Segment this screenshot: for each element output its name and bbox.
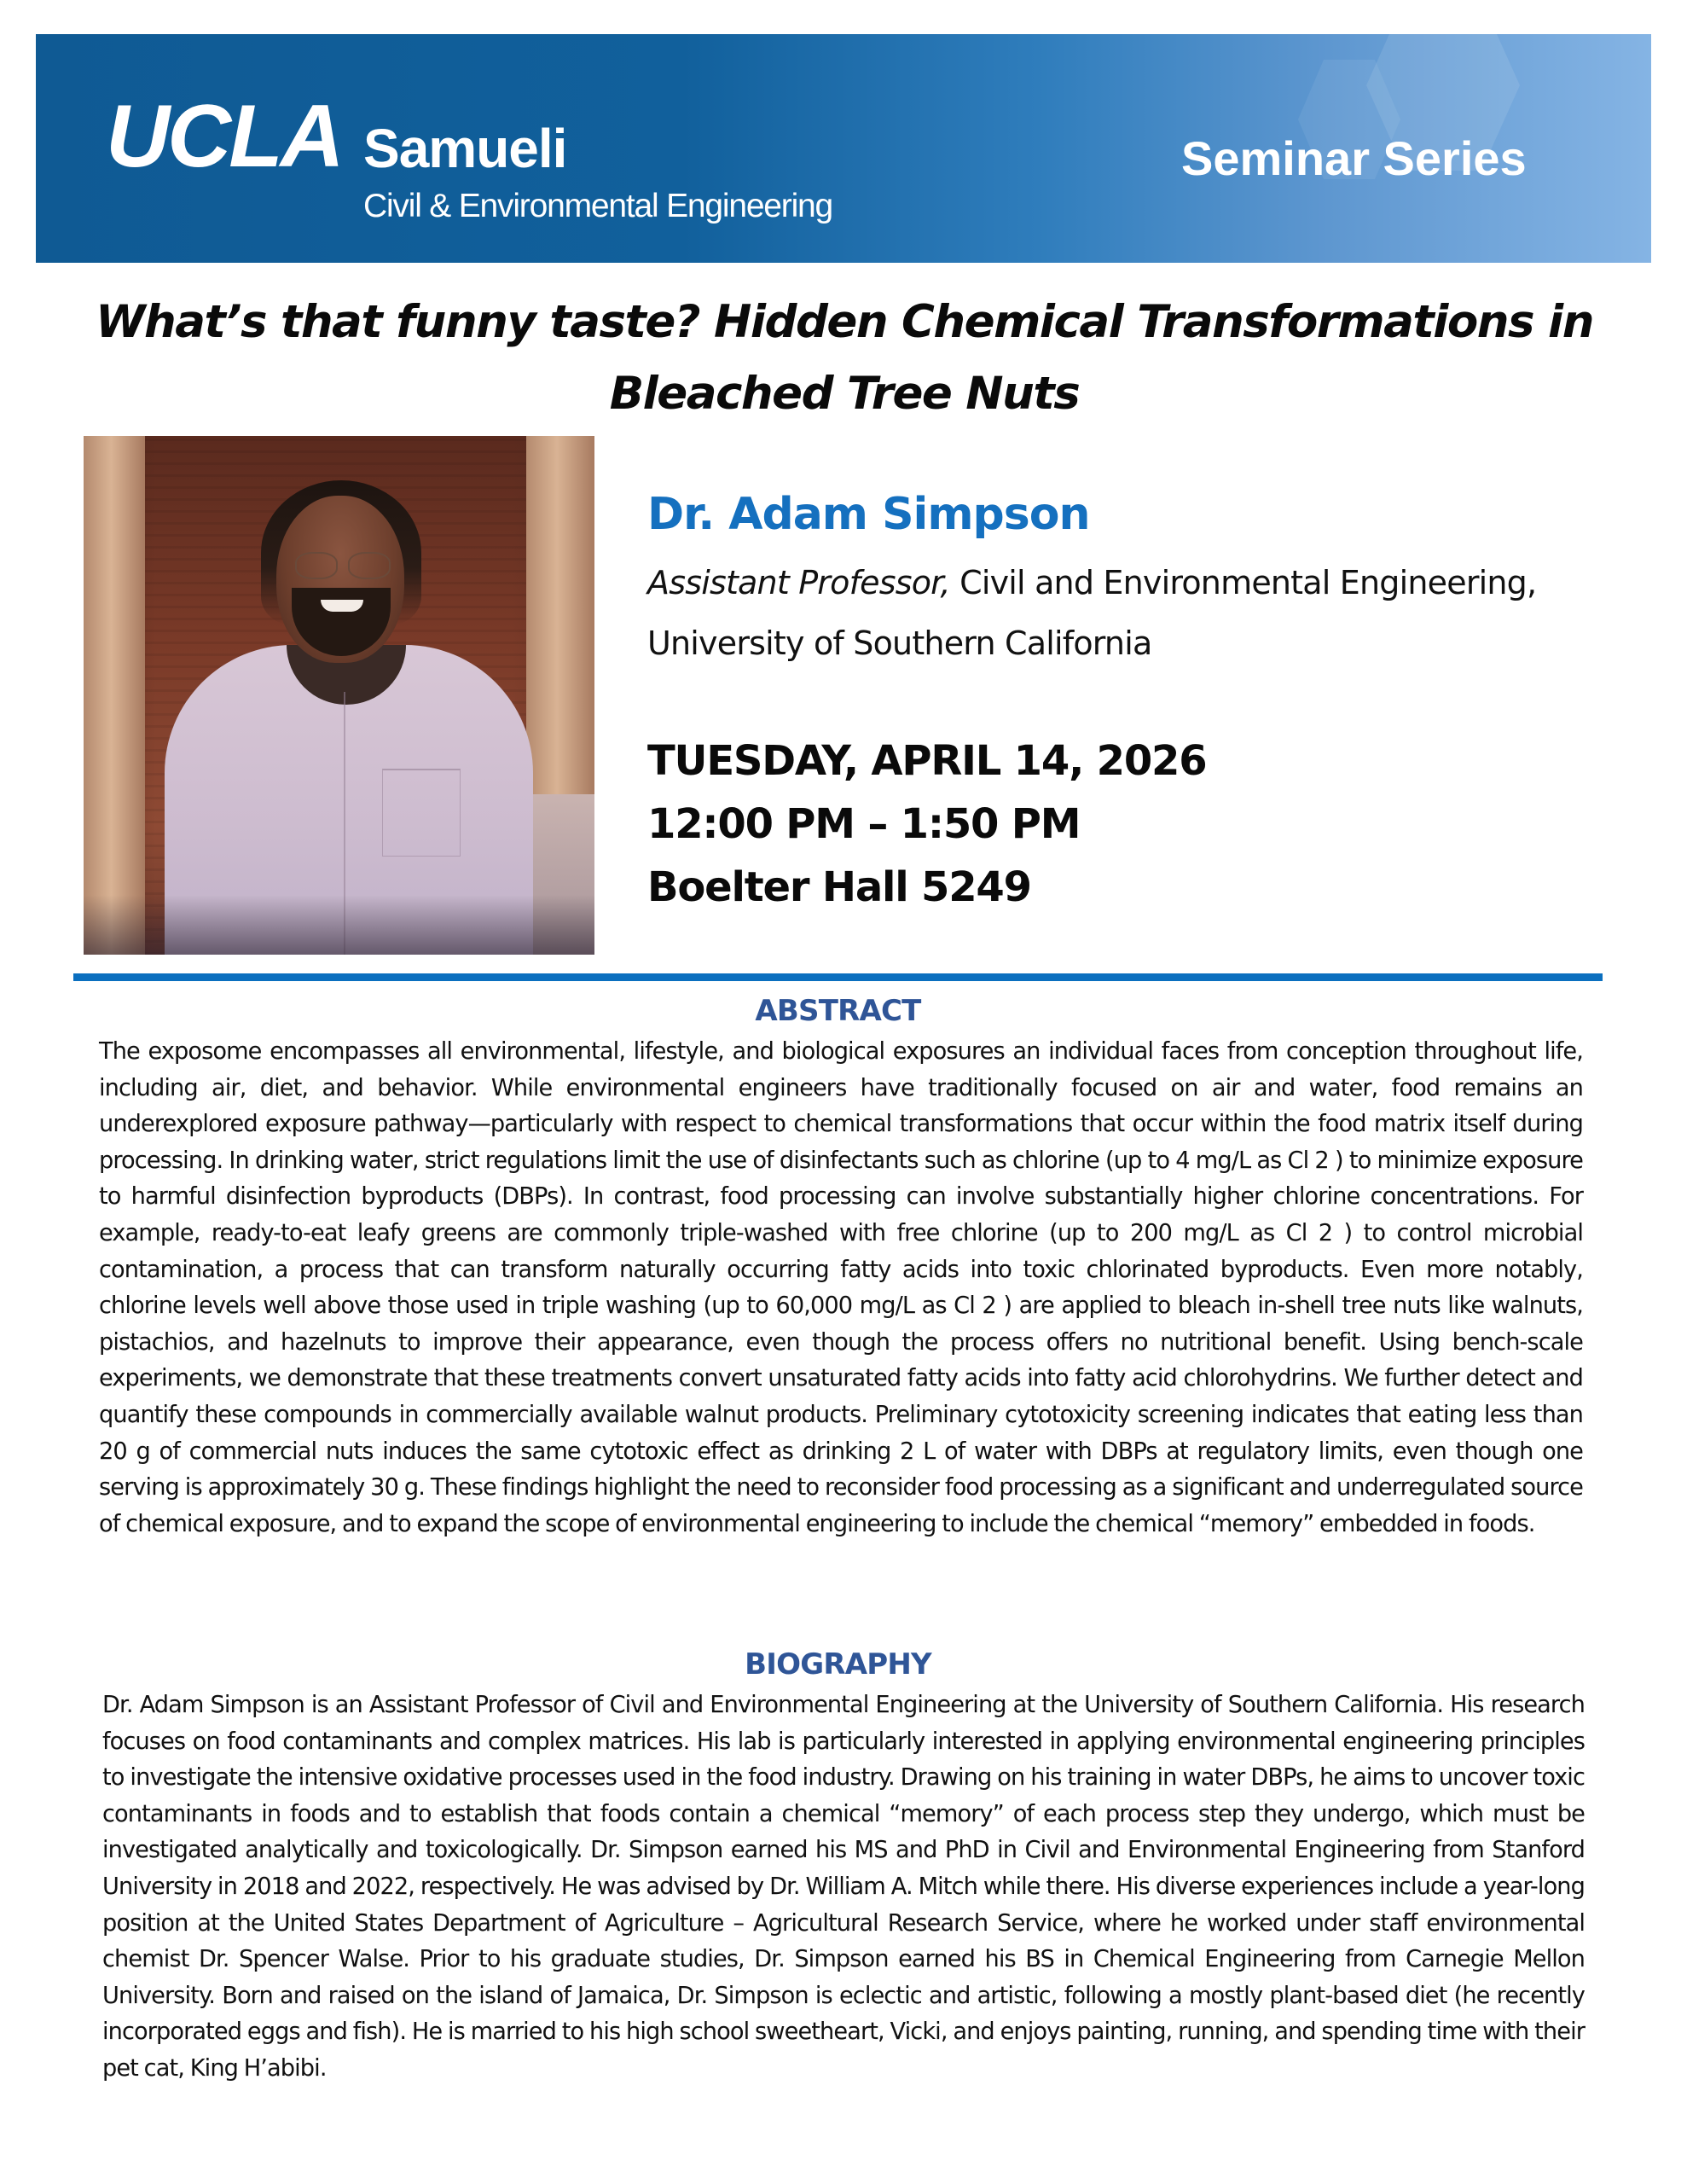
photo-smile [321, 600, 363, 612]
header-banner [36, 34, 1651, 263]
department-name: Civil & Environmental Engineering [363, 188, 833, 224]
section-divider [73, 973, 1603, 981]
speaker-affiliation [647, 553, 1543, 674]
talk-title: What’s that funny taste? Hidden Chemical Transformations in Bleached Tree Nuts [96, 296, 1593, 420]
samueli-logo-text: Samueli [363, 118, 567, 179]
glasses-icon [348, 552, 391, 579]
event-date: TUESDAY, APRIL 14, 2026 [647, 737, 1207, 785]
glasses-icon [295, 552, 338, 579]
photo-shirt-pocket [382, 769, 461, 857]
abstract-heading: ABSTRACT [755, 994, 921, 1028]
biography-text: Dr. Adam Simpson is an Assistant Professor of Civil and Environmental Engineering at the University of Southern California. His research focuses on food contaminants and complex matrices. His lab is particularly interested in applying environmental engineering principles to investigate the intensive oxidative processes used in the food industry. Drawing on his training in water DBPs, he aims to uncover toxic contaminants in foods and to establish that foods contain a chemical “memory” of each process step they undergo, which must be investigated analytically and toxicologically. Dr. Simpson earned his MS and PhD in Civil and Environmental Engineering from Stanford University in 2018 and 2022, respectively. He was advised by Dr. William A. Mitch while there. His diverse experiences include a year-long position at the United States Department of Agriculture – Agricultural Research Service, where he worked under staff environmental chemist Dr. Spencer Walse. Prior to his graduate studies, Dr. Simpson earned his BS in Chemical Engineering from Carnegie Mellon University. Born and raised on the island of Jamaica, Dr. Simpson is eclectic and artistic, following a mostly plant-based diet (he recently incorporated eggs and fish). He is married to his high school sweetheart, Vicki, and enjoys painting, running, and spending time with their pet cat, King H’abibi. [102, 1692, 1585, 2082]
photo-pillar-left [84, 436, 145, 955]
event-time: 12:00 PM – 1:50 PM [647, 800, 1081, 848]
abstract-text: The exposome encompasses all environmental, lifestyle, and biological exposures an individual faces from conception throughout life, including air, diet, and behavior. While environmental engineers have traditionally focused on air and water, food remains an underexplored exposure pathway—particularly with respect to chemical transformations that occur within the food matrix itself during processing. In drinking water, strict regulations limit the use of disinfectants such as chlorine (up to 4 mg/L as Cl 2 ) to minimize exposure to harmful disinfection byproducts (DBPs). In contrast, food processing can involve substantially higher chlorine concentrations. For example, ready-to-eat leafy greens are commonly triple-washed with free chlorine (up to 200 mg/L as Cl 2 ) to control microbial contamination, a process that can transform naturally occurring fatty acids into toxic chlorinated byproducts. Even more notably, chlorine levels well above those used in triple washing (up to 60,000 mg/L as Cl 2 ) are applied to bleach in-shell tree nuts like walnuts, pistachios, and hazelnuts to improve their appearance, even though the process offers no nutritional benefit. Using bench-scale experiments, we demonstrate that these treatments convert unsaturated fatty acids into fatty acid chlorohydrins. We further detect and quantify these compounds in commercially available walnut products. Preliminary cytotoxicity screening indicates that eating less than 20 g of commercial nuts induces the same cytotoxic effect as drinking 2 L of water with DBPs at regulatory limits, even though one serving is approximately 30 g. These findings highlight the need to reconsider food processing as a significant and underregulated source of chemical exposure, and to expand the scope of environmental engineering to include the chemical “memory” embedded in foods. [99, 1038, 1583, 1537]
event-location: Boelter Hall 5249 [647, 863, 1031, 911]
photo-floor-shadow [84, 895, 594, 955]
speaker-role: Assistant Professor, [647, 564, 950, 601]
speaker-institution: Civil and Environmental Engineering, University of Southern California [647, 564, 1537, 662]
seminar-series-label: Seminar Series [1181, 131, 1527, 185]
ucla-logo-text: UCLA [106, 87, 342, 186]
biography-heading: BIOGRAPHY [745, 1647, 931, 1682]
speaker-name: Dr. Adam Simpson [647, 489, 1090, 540]
event-details [647, 729, 1206, 919]
speaker-photo [84, 436, 594, 955]
